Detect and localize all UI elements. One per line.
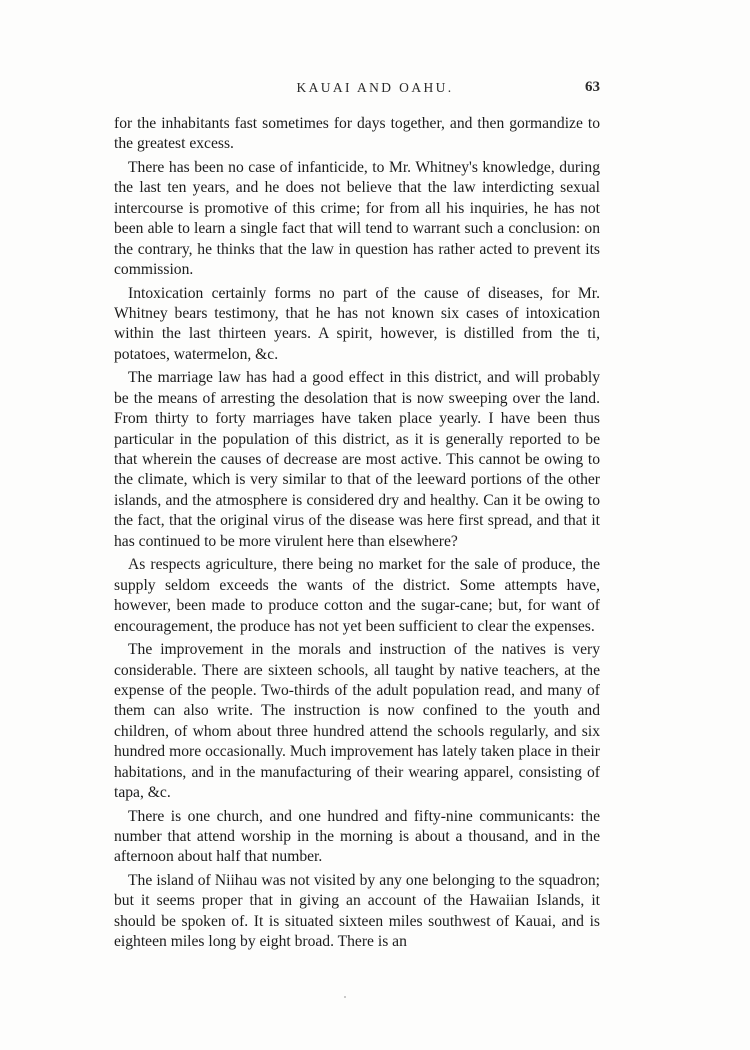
paragraph-intoxication: Intoxication certainly forms no part of the cause of diseases, for Mr. Whitney bears testimony, that he has not known six cases of intoxication within the last thirteen years. A spirit, however, is distilled from the ti, potatoes, watermelon, &c. [114, 284, 600, 363]
page-number: 63 [585, 79, 600, 95]
page-body-text [114, 114, 600, 956]
paper-speck [344, 996, 346, 998]
running-title: KAUAI AND OAHU. [296, 80, 454, 95]
paragraph-morals-instruction: The improvement in the morals and instruction of the natives is very considerable. There are sixteen schools, all taught by native teachers, at the expense of the people. Two-thirds of the adult population read, and many of them can also write. The instruction is now confined to the youth and children, of whom about three hundred attend the schools regularly, and six hundred more occasionally. Much improvement has lately taken place in their habitations, and in the manufacturing of their wearing apparel, consisting of tapa, &c. [114, 641, 600, 801]
paragraph-1-continued: for the inhabitants fast sometimes for days together, and then gormandize to the greatest excess. [114, 115, 600, 153]
paragraph-church: There is one church, and one hundred and fifty-nine communicants: the number that attend worship in the morning is about a thousand, and in the afternoon about half that number. [114, 807, 600, 866]
paragraph-niihau: The island of Niihau was not visited by any one belonging to the squadron; but it seems proper that in giving an account of the Hawaiian Islands, it should be spoken of. It is situated sixteen miles southwest of Kauai, and is eighteen miles long by eight broad. There is an [114, 871, 600, 951]
paragraph-agriculture: As respects agriculture, there being no market for the sale of produce, the supply seldom exceeds the wants of the district. Some attempts have, however, been made to produce cotton and the sugar-cane; but, for want of encouragement, the produce has not yet been sufficient to clear the expenses. [114, 556, 600, 635]
paragraph-infanticide: There has been no case of infanticide, to Mr. Whitney's knowledge, during the last ten years, and he does not believe that the law interdicting sexual intercourse is promotive of this crime; for from all his inquiries, he has not been able to learn a single fact that will tend to warrant such a conclusion: on the contrary, he thinks that the law in question has rather acted to prevent its commission. [114, 159, 600, 279]
paragraph-marriage-law: The marriage law has had a good effect in this district, and will probably be the means of arresting the desolation that is now sweeping over the land. From thirty to forty marriages have taken place yearly. I have been thus particular in the population of this district, as it is generally reported to be that wherein the causes of decrease are most active. This cannot be owing to the climate, which is very similar to that of the leeward portions of the other islands, and the atmosphere is considered dry and healthy. Can it be owing to the fact, that the original virus of the disease was here first spread, and that it has continued to be more virulent here than elsewhere? [114, 369, 600, 550]
